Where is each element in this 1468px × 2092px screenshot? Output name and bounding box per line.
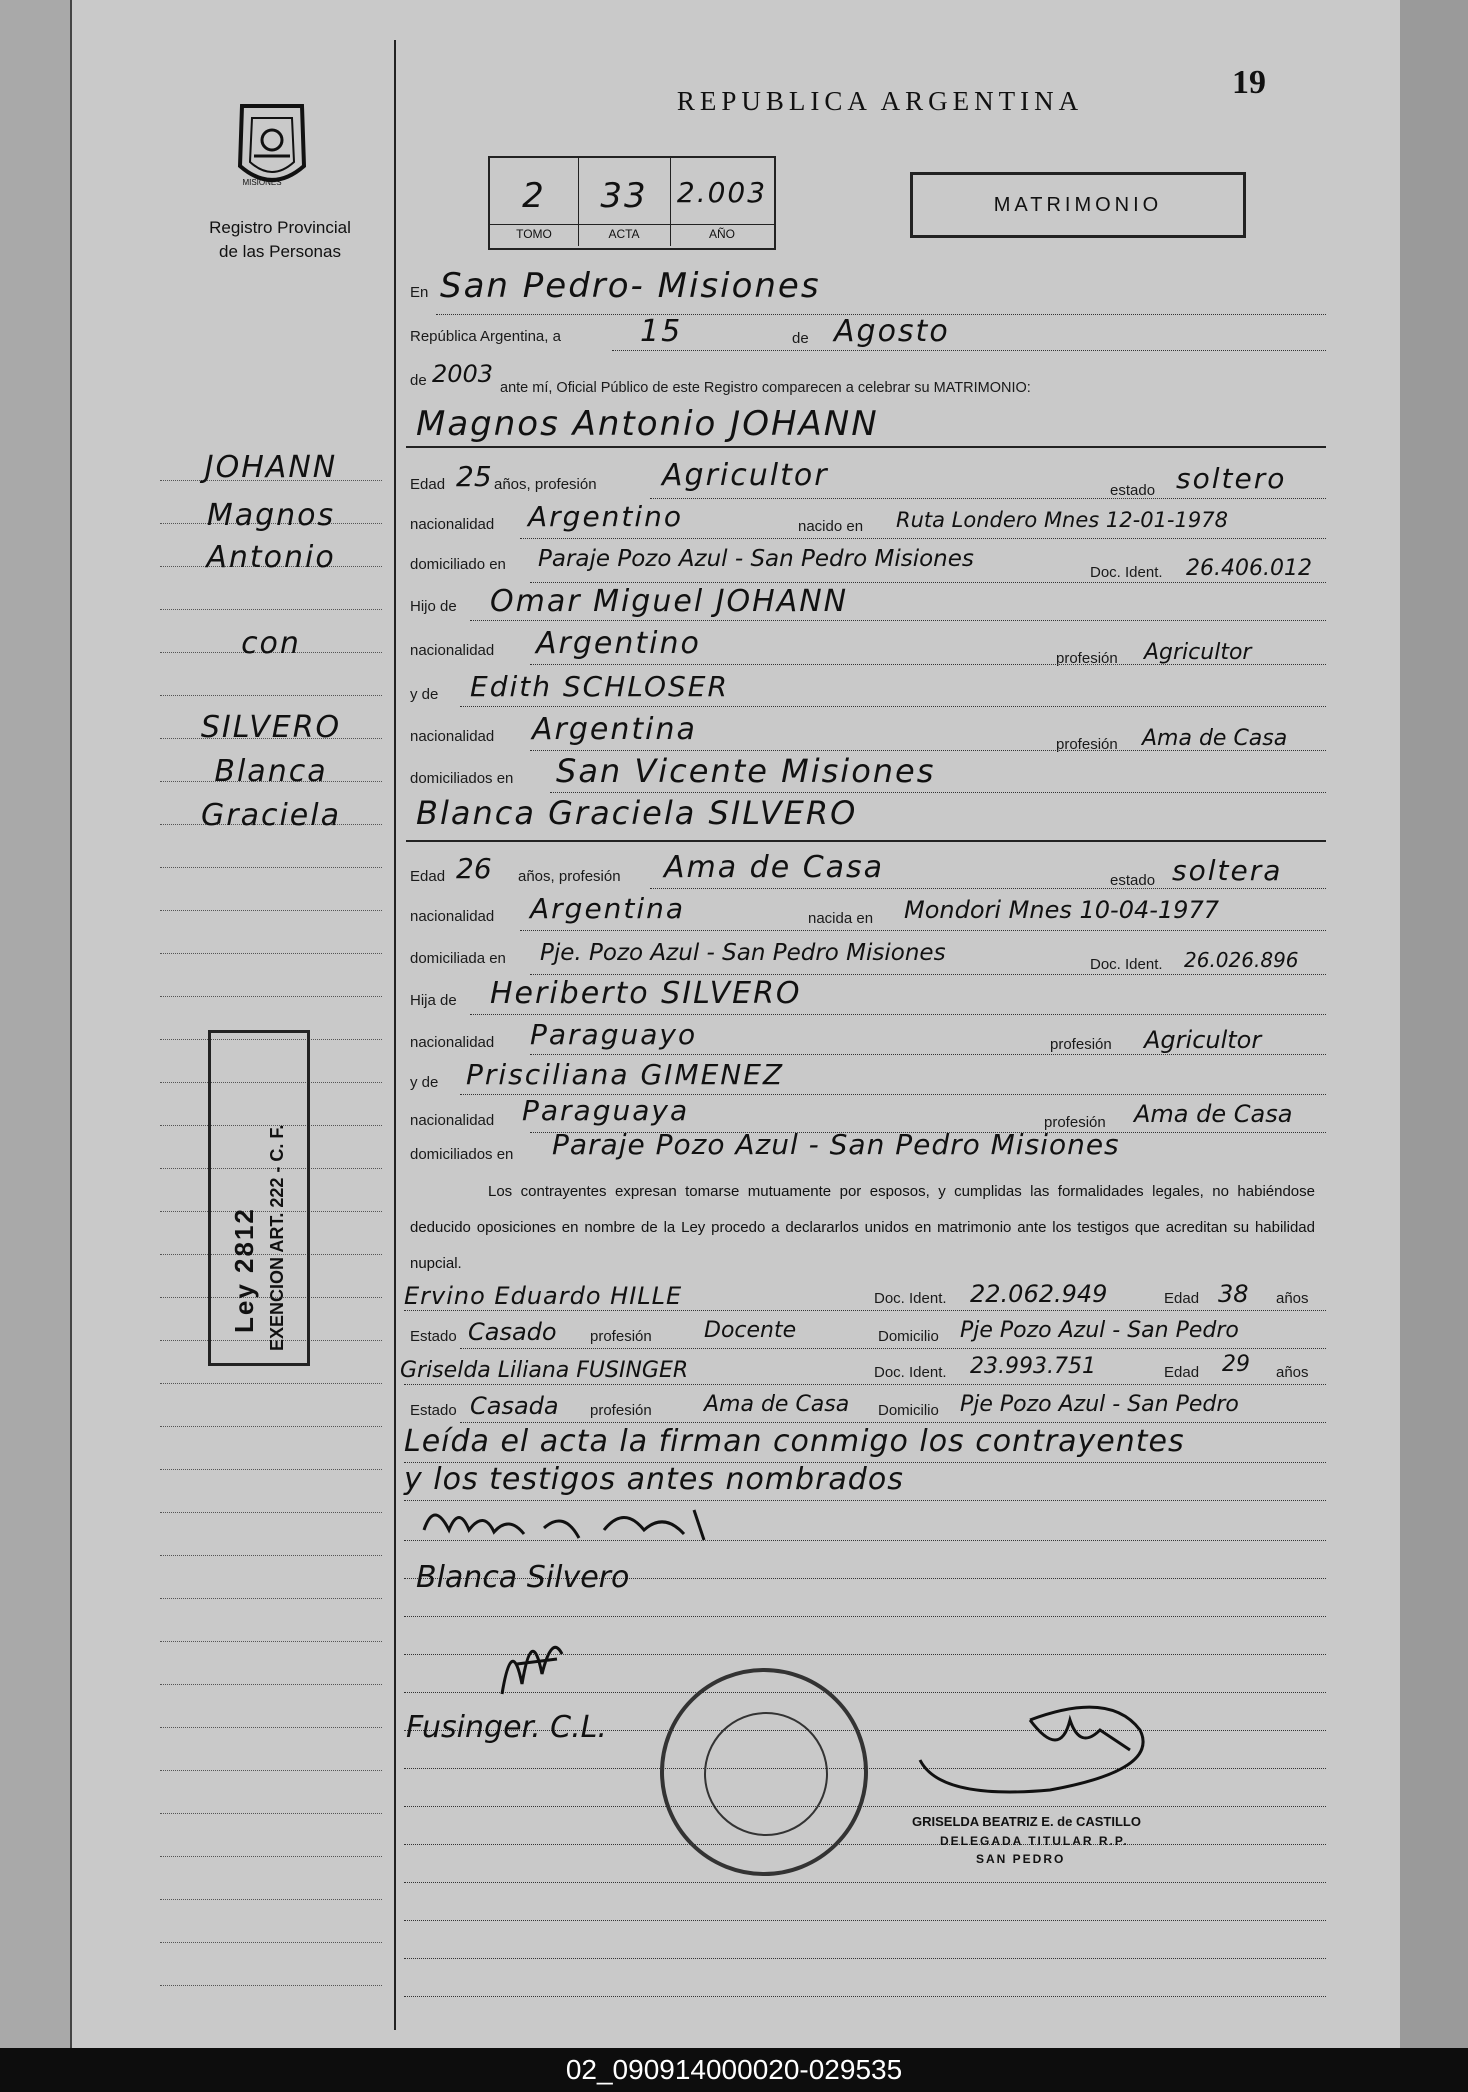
- bride-madre-nac-label: nacionalidad: [410, 1112, 495, 1129]
- witness1-estado-label: Estado: [410, 1328, 457, 1345]
- groom-nacionalidad: Argentino: [528, 500, 684, 533]
- witness2-dom-label: Domicilio: [878, 1402, 939, 1419]
- margin-rule-line: [160, 1985, 382, 1987]
- bride-doc: 26.026.896: [1184, 948, 1299, 972]
- witness1-profesion: Docente: [704, 1318, 797, 1343]
- officer-title: DELEGADA TITULAR R.P.: [940, 1834, 1129, 1848]
- officer-signature: [900, 1660, 1200, 1820]
- intro-text: ante mí, Oficial Público de este Registro comparecen a celebrar su MATRIMONIO:: [500, 380, 1031, 396]
- bride-padre: Heriberto SILVERO: [490, 976, 802, 1011]
- groom-edad: 25: [456, 460, 492, 493]
- groom-name-rule: [406, 446, 1326, 448]
- date-line: [612, 350, 1326, 352]
- margin-rule-line: [160, 1555, 382, 1557]
- witness2-edad: 29: [1222, 1352, 1250, 1377]
- bride-madre: Prisciliana GIMENEZ: [466, 1058, 785, 1091]
- margin-rule-line: [160, 1426, 382, 1428]
- bride-nacida: Mondori Mnes 10-04-1977: [904, 896, 1219, 924]
- logo-caption: MISIONES: [242, 178, 282, 187]
- witness2-prof-label: profesión: [590, 1402, 652, 1419]
- tomo-value: 2: [522, 176, 546, 216]
- bride-padres-dom: Paraje Pozo Azul - San Pedro Misiones: [552, 1128, 1120, 1161]
- margin-rule-line: [160, 1856, 382, 1858]
- margin-rule-line: [160, 1598, 382, 1600]
- groom-madre-prof: Ama de Casa: [1142, 726, 1288, 751]
- witness1-dom-line: [460, 1348, 1326, 1350]
- bride-nac-label: nacionalidad: [410, 908, 495, 925]
- margin-bride-name1: Blanca: [214, 754, 328, 789]
- tomo-label: TOMO: [490, 224, 578, 241]
- declaration-paragraph: Los contrayentes expresan tomarse mutuamente por esposos, y cumplidas las formalidades legales, no habiéndose deducido oposiciones en nombre de la Ley procedo a declararlos unidos en matrimonio ante los testigos que acreditan su habilidad nupcial.: [410, 1183, 1315, 1272]
- bride-edad-line: [650, 888, 1326, 890]
- bride-estado-label: estado: [1110, 872, 1156, 889]
- margin-rule-line: [160, 867, 382, 869]
- groom-doc: 26.406.012: [1186, 556, 1312, 581]
- bride-signature: Blanca Silvero: [416, 1560, 630, 1595]
- groom-nacido-label: nacido en: [798, 518, 864, 535]
- groom-madre-line: [460, 706, 1326, 708]
- hija-label: Hija de: [410, 992, 457, 1009]
- groom-estado-label: estado: [1110, 482, 1156, 499]
- month-value: Agosto: [834, 314, 950, 349]
- bride-doc-label: Doc. Ident.: [1090, 956, 1163, 973]
- witness-signature: [492, 1614, 582, 1714]
- groom-madre-nac-label: nacionalidad: [410, 728, 495, 745]
- day-value: 15: [640, 314, 683, 349]
- bride-name-rule: [406, 840, 1326, 842]
- groom-doc-label: Doc. Ident.: [1090, 564, 1163, 581]
- witness2-line: [404, 1384, 1326, 1386]
- groom-estado: soltero: [1176, 462, 1287, 495]
- country-title: REPUBLICA ARGENTINA: [676, 86, 1084, 116]
- stamp-exencion-text: EXENCION ART. 222 - C. F.: [267, 1124, 287, 1351]
- witness2-doc: 23.993.751: [970, 1354, 1096, 1379]
- witness2-anos-label: años: [1276, 1364, 1309, 1381]
- margin-rule-line: [160, 1684, 382, 1686]
- witness1-domicilio: Pje Pozo Azul - San Pedro: [960, 1318, 1239, 1343]
- witness1-estado: Casado: [468, 1318, 557, 1346]
- witness1-doc-label: Doc. Ident.: [874, 1290, 947, 1307]
- bride-madre-nac: Paraguaya: [522, 1094, 690, 1127]
- bride-yde-label: y de: [410, 1074, 439, 1091]
- signature-rule-line: [404, 1844, 1326, 1846]
- bride-domicilio: Pje. Pozo Azul - San Pedro Misiones: [540, 940, 946, 966]
- groom-nac-label: nacionalidad: [410, 516, 495, 533]
- margin-bride-surname: SILVERO: [200, 710, 342, 745]
- witness1-edad: 38: [1218, 1280, 1249, 1308]
- witness2-doc-label: Doc. Ident.: [874, 1364, 947, 1381]
- bride-padre-nac: Paraguayo: [530, 1018, 698, 1051]
- scan-id-footer: 02_090914000020-029535: [565, 2054, 903, 2085]
- hijo-label: Hijo de: [410, 598, 457, 615]
- registry-name-line1: Registro Provincial: [209, 218, 351, 237]
- margin-rule-line: [160, 996, 382, 998]
- groom-padre-prof: Agricultor: [1144, 640, 1252, 665]
- groom-yde-label: y de: [410, 686, 439, 703]
- signature-rule-line: [404, 1920, 1326, 1922]
- ano-label: AÑO: [670, 224, 774, 241]
- bride-dom-label: domiciliada en: [410, 950, 506, 967]
- witness2-domicilio: Pje Pozo Azul - San Pedro: [960, 1392, 1239, 1417]
- bride-padres-dom-label: domiciliados en: [410, 1146, 514, 1163]
- witness2-profesion: Ama de Casa: [704, 1392, 850, 1417]
- margin-rule-line: [160, 695, 382, 697]
- officer-name: GRISELDA BEATRIZ E. de CASTILLO: [912, 1814, 1141, 1829]
- tomo-cell: [490, 158, 579, 246]
- witness1-name: Ervino Eduardo HILLE: [404, 1282, 683, 1310]
- margin-rule-line: [160, 1813, 382, 1815]
- bride-estado: soltera: [1172, 854, 1283, 887]
- groom-padres-dom-label: domiciliados en: [410, 770, 514, 787]
- groom-padre-nac-label: nacionalidad: [410, 642, 495, 659]
- acta-label: ACTA: [578, 224, 670, 241]
- margin-rule-line: [160, 1899, 382, 1901]
- witness1-doc: 22.062.949: [970, 1280, 1108, 1308]
- bride-padre-prof-label: profesión: [1050, 1036, 1112, 1053]
- witness1-edad-label: Edad: [1164, 1290, 1200, 1307]
- bride-full-name: Blanca Graciela SILVERO: [416, 794, 858, 832]
- margin-rule-line: [160, 609, 382, 611]
- place-value: San Pedro- Misiones: [440, 266, 821, 306]
- margin-rule-line: [160, 953, 382, 955]
- de-label: de: [792, 330, 809, 347]
- margin-rule-line: [160, 1512, 382, 1514]
- groom-madre-prof-label: profesión: [1056, 736, 1118, 753]
- officer-place: SAN PEDRO: [976, 1852, 1066, 1866]
- stamp-ley-text: Ley 2812: [229, 1207, 259, 1333]
- groom-prof-label: años, profesión: [494, 476, 597, 493]
- margin-rule-line: [160, 1942, 382, 1944]
- bride-padre-nac-line: [530, 1054, 1326, 1056]
- groom-padre-nac-line: [530, 664, 1326, 666]
- seal-inner-ring: [704, 1712, 828, 1836]
- acta-value: 33: [600, 176, 648, 216]
- groom-edad-line: [650, 498, 1326, 500]
- margin-rule-line: [160, 1469, 382, 1471]
- witness2-estado: Casada: [470, 1392, 559, 1420]
- bride-madre-prof-label: profesión: [1044, 1114, 1106, 1131]
- groom-madre: Edith SCHLOSER: [470, 670, 729, 703]
- page-number: 19: [1232, 64, 1266, 101]
- bride-madre-prof: Ama de Casa: [1134, 1100, 1293, 1128]
- closing-line2: y los testigos antes nombrados: [404, 1462, 904, 1497]
- witness1-dom-label: Domicilio: [878, 1328, 939, 1345]
- groom-edad-label: Edad: [410, 476, 446, 493]
- groom-profesion: Agricultor: [662, 458, 829, 493]
- year-value: 2003: [432, 360, 494, 388]
- act-type-box: MATRIMONIO: [910, 172, 1246, 238]
- bride-padre-nac-label: nacionalidad: [410, 1034, 495, 1051]
- republica-label: República Argentina, a: [410, 328, 561, 345]
- ano-value: 2.003: [676, 176, 768, 209]
- groom-nac-line: [520, 538, 1326, 540]
- acta-cell: [578, 158, 671, 246]
- witness2-estado-label: Estado: [410, 1402, 457, 1419]
- margin-rule-line: [160, 1641, 382, 1643]
- column-separator: [394, 40, 396, 2030]
- witness2-name: Griselda Liliana FUSINGER: [400, 1358, 689, 1383]
- bride-profesion: Ama de Casa: [664, 850, 885, 885]
- margin-groom-surname: JOHANN: [204, 450, 338, 485]
- witness1-anos-label: años: [1276, 1290, 1309, 1307]
- witness2-edad-label: Edad: [1164, 1364, 1200, 1381]
- hija-line: [470, 1014, 1326, 1016]
- en-label: En: [410, 284, 429, 301]
- margin-groom-name2: Antonio: [206, 540, 336, 575]
- registry-name-line2: de las Personas: [219, 242, 341, 261]
- margin-rule-line: [160, 1770, 382, 1772]
- signature-rule-line: [404, 1996, 1326, 1998]
- groom-dom-label: domiciliado en: [410, 556, 506, 573]
- bride-edad-label: Edad: [410, 868, 446, 885]
- groom-domicilio: Paraje Pozo Azul - San Pedro Misiones: [538, 546, 974, 572]
- bride-nacida-label: nacida en: [808, 910, 874, 927]
- margin-groom-name1: Magnos: [206, 498, 336, 533]
- closing-line1: Leída el acta la firman conmigo los contrayentes: [404, 1424, 1185, 1459]
- page-edge: [1400, 0, 1468, 2048]
- margin-rule-line: [160, 910, 382, 912]
- groom-padres-dom: San Vicente Misiones: [556, 752, 936, 790]
- groom-nacido: Ruta Londero Mnes 12-01-1978: [896, 508, 1228, 532]
- witness2-signature: Fusinger. C.L.: [406, 1710, 607, 1745]
- witness1-prof-label: profesión: [590, 1328, 652, 1345]
- bride-nacionalidad: Argentina: [530, 892, 686, 925]
- exemption-stamp: [208, 1030, 310, 1366]
- margin-rule-line: [160, 1383, 382, 1385]
- hijo-line: [470, 620, 1326, 622]
- groom-signature: [414, 1490, 734, 1560]
- margin-column: [88, 30, 388, 2020]
- binding-edge: [0, 0, 72, 2048]
- bride-nac-line: [520, 930, 1326, 932]
- witness1-line: [404, 1310, 1326, 1312]
- groom-padre-nac: Argentino: [536, 626, 701, 661]
- signature-rule-line: [404, 1882, 1326, 1884]
- groom-madre-nac: Argentina: [532, 712, 697, 747]
- margin-rule-line: [160, 1727, 382, 1729]
- signature-rule-line: [404, 1958, 1326, 1960]
- bride-padre-prof: Agricultor: [1144, 1026, 1262, 1054]
- registry-seal: [660, 1668, 868, 1876]
- groom-full-name: Magnos Antonio JOHANN: [416, 404, 879, 444]
- bride-prof-label: años, profesión: [518, 868, 621, 885]
- groom-padre: Omar Miguel JOHANN: [490, 584, 849, 619]
- ano-cell: [670, 158, 774, 246]
- de2-label: de: [410, 372, 427, 389]
- groom-padre-prof-label: profesión: [1056, 650, 1118, 667]
- margin-bride-name2: Graciela: [201, 798, 341, 833]
- bride-edad: 26: [456, 852, 492, 885]
- acta-number-box: [488, 156, 776, 250]
- margin-con: con: [241, 626, 301, 661]
